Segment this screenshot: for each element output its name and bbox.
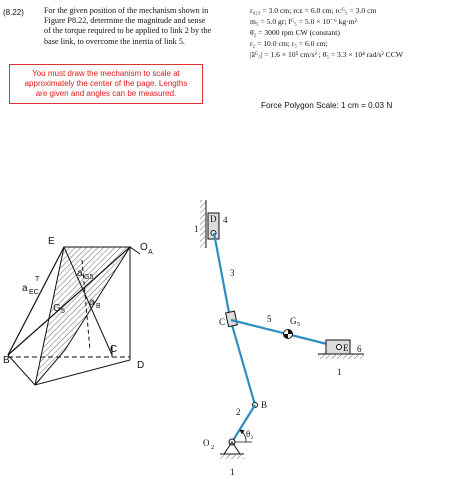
force-polygon-scale: Force Polygon Scale: 1 cm = 0.03 N <box>261 101 393 110</box>
label-link-4: 4 <box>223 215 228 225</box>
label-G5-mech: G <box>290 316 297 326</box>
link-3-lower <box>230 318 255 405</box>
notice-line: are given and angles can be measured. <box>35 89 177 99</box>
label-B-mech: B <box>261 400 268 410</box>
label-ground-1-right: 1 <box>337 367 342 377</box>
vector-to-OA <box>130 247 140 254</box>
center-of-mass-G5-icon <box>284 330 293 339</box>
given-line: |āᴳ₅| = 1.6 × 10⁵ cm/s² ; θ̈₅ = 3.3 × 10⁴ rad/s² CCW <box>250 50 403 59</box>
ground-hatch-O2 <box>220 454 244 459</box>
mechanism-diagram <box>194 200 364 477</box>
label-D-mech: D <box>210 214 217 224</box>
label-link-6: 6 <box>357 344 362 354</box>
guide-hatch <box>200 200 206 248</box>
joint-E <box>337 345 342 350</box>
label-OA: O <box>140 242 148 253</box>
label-theta2: θ₂ <box>246 429 254 439</box>
problem-line: of the torque required to be applied to link 2 by the <box>44 26 212 36</box>
label-ground-1-bottom: 1 <box>230 467 235 477</box>
label-aEC: a <box>22 283 28 294</box>
label-aG5: a <box>77 268 83 279</box>
given-line: r₂ = 10.0 cm; r₅ = 6.0 cm; <box>250 39 328 48</box>
label-E-mech: E <box>343 343 349 353</box>
label-link-2: 2 <box>236 407 241 417</box>
problem-line: base link, to overcome the inertia of link 5. <box>44 36 185 46</box>
label-OA-sub: A <box>148 249 153 256</box>
given-line: m₅ = 5.0 gr; Iᴳ₅ = 5.0 × 10⁻⁶ kg·m² <box>250 17 357 26</box>
problem-line: Figure P8.22, determine the magnitude and sense <box>44 16 206 26</box>
label-G5: G <box>53 303 61 314</box>
problem-number: (8.22) <box>3 8 24 17</box>
label-C: C <box>110 344 118 355</box>
label-O2-sub: 2 <box>211 444 215 451</box>
label-G5-mech-sub: 5 <box>297 321 301 328</box>
label-C-mech: C <box>219 317 226 327</box>
link-3-upper <box>214 233 230 318</box>
label-aEC-sub: EC <box>29 289 39 296</box>
label-link-3: 3 <box>230 268 235 278</box>
label-aB-sub: B <box>96 303 101 310</box>
label-ground-1-top: 1 <box>194 224 199 234</box>
slider-C-block <box>226 311 238 327</box>
label-D: D <box>137 360 145 371</box>
label-aEC-sup: T <box>35 276 40 283</box>
acceleration-polygon <box>3 236 153 385</box>
label-O2: O <box>203 438 210 448</box>
problem-line: For the given position of the mechanism shown in <box>44 6 209 15</box>
label-aB: a <box>89 297 95 308</box>
label-E: E <box>48 236 55 247</box>
given-line: r₀₂₃ = 3.0 cm; rᴄᴇ = 6.0 cm; rᴄᴳ₅ = 3.0 cm <box>250 6 377 15</box>
label-G5-sub: 5 <box>61 308 65 315</box>
label-aG5-sub: G5 <box>84 274 94 281</box>
ground-hatch-slider-6 <box>318 354 364 359</box>
given-line: θ̇₂ = 3000 rpm CW (constant) <box>250 28 340 37</box>
notice-line: approximately the center of the page. Lengths <box>24 79 188 89</box>
label-B: B <box>3 355 10 366</box>
label-link-5: 5 <box>267 314 272 324</box>
notice-line: You must draw the mechanism to scale at <box>32 69 180 78</box>
